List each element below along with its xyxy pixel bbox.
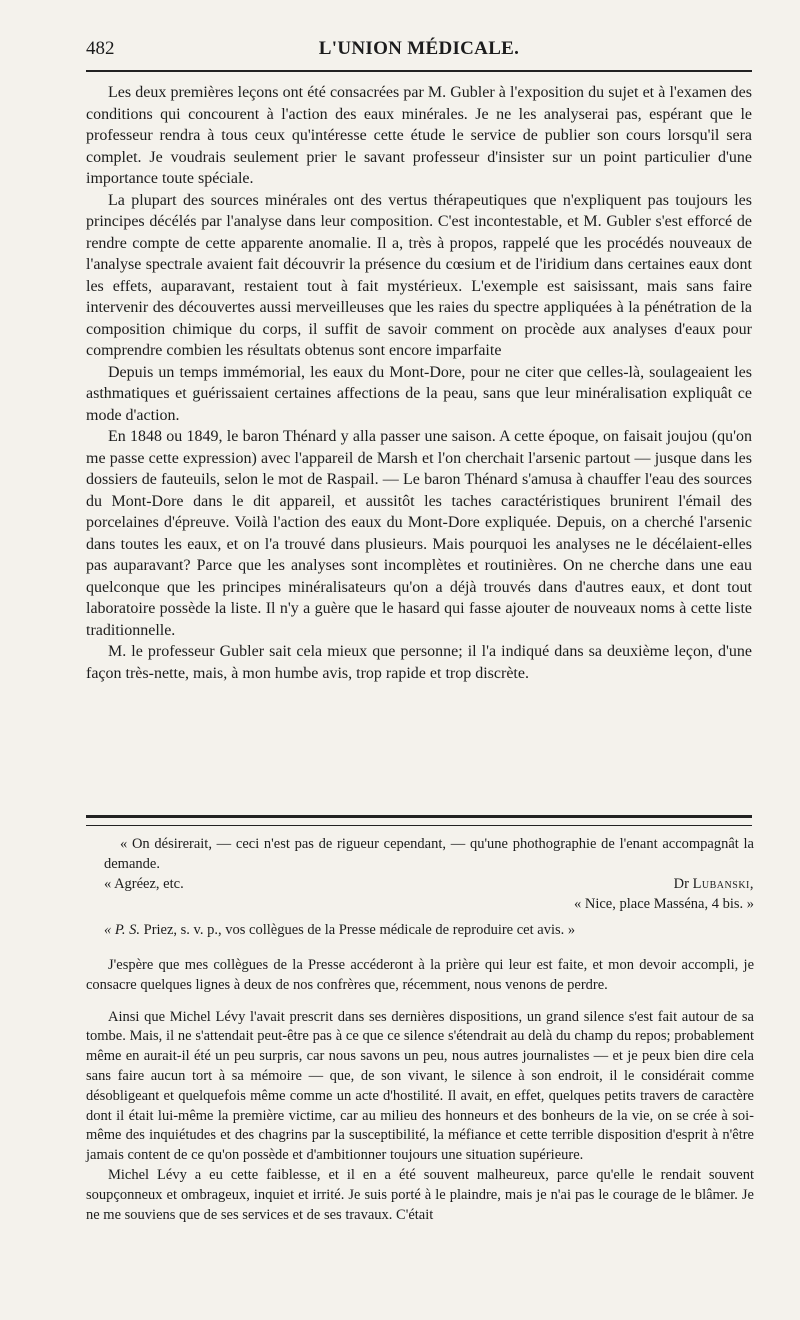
signature-prefix: Dr	[673, 876, 689, 892]
ps-label: « P. S.	[104, 922, 140, 938]
paragraph: Depuis un temps immémorial, les eaux du Mont-Dore, pour ne citer que celles-là, soulageaient les asthmatiques et guérissaient certaines affections de la peau, sans que leur minéralisation expliquât ce mode d'action.	[86, 363, 752, 424]
obituary-section	[86, 956, 754, 1225]
letter-postscript	[104, 920, 754, 940]
section-divider	[86, 815, 752, 826]
letter-address: « Nice, place Masséna, 4 bis. »	[574, 896, 754, 912]
page-number: 482	[86, 38, 115, 59]
letter-line: « On désirerait, — ceci n'est pas de rigueur cependant, — qu'une phothographie de l'enant accompagnât la demande.	[104, 836, 754, 872]
page-header	[86, 38, 752, 64]
paragraph: Ainsi que Michel Lévy l'avait prescrit dans ses dernières dispositions, un grand silence s'est fait autour de sa tombe. Mais, il ne s'attendait peut-être pas à ce que ce silence s'étendrait au delà du champ du repos; probablement même en aurait-il été un peu surpris, car nous savons un peu, nous autres journalistes — et je peux bien dire cela sans faire aucun tort à sa mémoire — que, de son vivant, le silence à son endroit, il le considérait comme désobligeant et quelquefois même comme un acte d'hostilité. Il avait, en effet, quelques petits travers de caractère dont il était lui-même la première victime, car au milieu des honneurs et des bonheurs de la vie, on se crée à soi-même des inquiétudes et des chagrins par la susceptibilité, la méfiance et cette terrible disposition d'esprit à n'être jamais content de ce qu'on possède et d'ambitionner toujours une situation supérieure.	[86, 1008, 754, 1164]
header-rule	[86, 70, 752, 72]
journal-title: L'UNION MÉDICALE.	[318, 38, 520, 59]
signature-row	[104, 874, 754, 894]
letter-signature	[674, 874, 754, 894]
paragraph: Michel Lévy a eu cette faiblesse, et il en a été souvent malheureux, parce qu'elle le rendait souvent soupçonneux et ombrageux, inquiet et irrité. Je suis porté à le plaindre, mais je n'ai pas le courage de le blâmer. Je ne me souviens que de ses services et de ses travaux. C'était	[86, 1166, 754, 1223]
letter-greeting: « Agréez, etc.	[104, 876, 184, 892]
signature-name: Lubanski,	[692, 876, 754, 892]
paragraph: La plupart des sources minérales ont des vertus thérapeutiques que n'expliquent pas toujours les principes décélés par l'analyse dans leur composition. C'est incontestable, et M. Gubler s'est efforcé de rendre compte de cette apparente anomalie. Il a, très à propos, rappelé que les procédés nouveaux de l'analyse spectrale avaient fait découvrir la présence du cœsium et de l'iridium dans certaines eaux dont les effets, auparavant, restaient tout à fait mystérieux. L'exemple est saisissant, mais sans faire intervenir des découvertes aussi merveilleuses que les raies du spectre appliquées à la pénétration de la composition chimique du corps, il suffit de savoir comment on procède aux analyses d'eaux pour comprendre combien les résultats obtenus sont encore imparfaite	[86, 191, 752, 359]
paragraph: J'espère que mes collègues de la Presse accéderont à la prière qui leur est faite, et mon devoir accompli, je consacre quelques lignes à deux de nos confrères que, récemment, nous venons de perdre.	[86, 957, 754, 993]
paragraph: En 1848 ou 1849, le baron Thénard y alla passer une saison. A cette époque, on faisait joujou (qu'on me passe cette expression) avec l'appareil de Marsh et l'on cherchait l'arsenic partout — jusque dans les dossiers de fauteuils, selon le mot de Raspail. — Le baron Thénard s'amusa à chauffer l'eau des sources du Mont-Dore dans le dit appareil, et aussitôt les taches caractéristiques brunirent l'émail des porcelaines d'épreuve. Voilà l'action des eaux du Mont-Dore expliquée. Depuis, on a cherché l'arsenic dans toutes les eaux, et on l'a trouvé dans plusieurs. Mais pourquoi les analyses ne le décélaient-elles pas auparavant? Parce que les analyses sont incomplètes et routinières. On ne cherche dans une eau quelconque que les principes minéralisateurs qu'on a déjà trouvés dans d'autres eaux, et dont tout laboratoire possède la liste. Il n'y a guère que le hasard qui fasse ajouter de nouveaux noms à cette liste traditionnelle.	[86, 428, 752, 639]
paragraph: Les deux premières leçons ont été consacrées par M. Gubler à l'exposition du sujet et à l'examen des conditions qui concourent à l'action des eaux minérales. Je ne les analyserai pas, espérant que le professeur rendra à tous ceux qu'intéresse cette étude le service de publier son cours lorsqu'il sera complet. Je voudrais seulement prier le savant professeur d'insister sur un point particulier d'une importance toute spéciale.	[86, 84, 752, 187]
article-body	[86, 82, 752, 684]
paragraph: M. le professeur Gubler sait cela mieux que personne; il l'a indiqué dans sa deuxième leçon, d'une façon très-nette, mais, à mon humbe avis, trop rapide et trop discrète.	[86, 643, 752, 682]
ps-text: Priez, s. v. p., vos collègues de la Presse médicale de reproduire cet avis. »	[143, 922, 576, 938]
quoted-letter	[104, 834, 754, 940]
